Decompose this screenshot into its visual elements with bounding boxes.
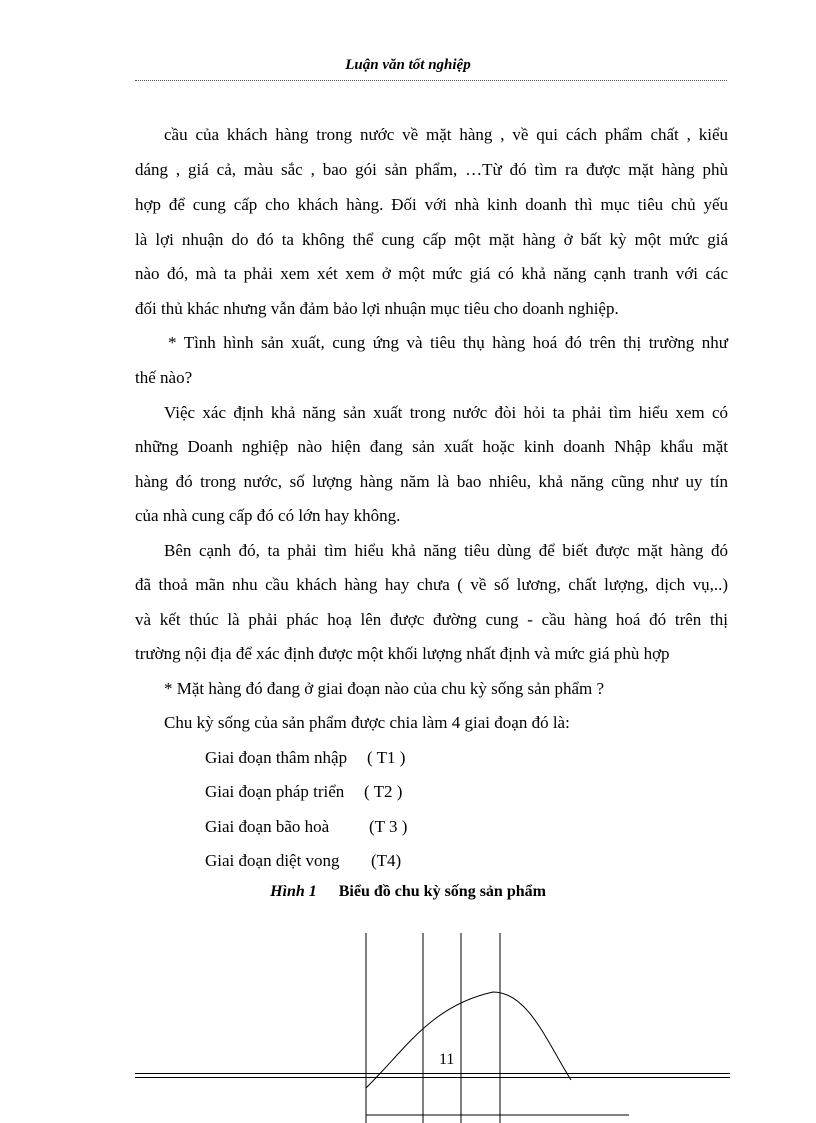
stage-code: (T 3 ): [369, 817, 408, 836]
text-line: nào đó, mà ta phải xem xét xem ở một mức giá có khả năng cạnh tranh với các: [135, 264, 728, 283]
running-header: Luận văn tốt nghiệp: [345, 57, 471, 73]
stage-name: Giai đoạn pháp triển: [205, 782, 345, 801]
text-line: trường nội địa để xác định được một khối lượng nhất định và mức giá phù hợp: [135, 644, 670, 663]
text-line: những Doanh nghiệp nào hiện đang sản xuất hoặc kinh doanh Nhập khẩu mặt: [135, 437, 728, 456]
text-line: hợp để cung cấp cho khách hàng. Đối với nhà kinh doanh thì mục tiêu chủ yếu: [135, 195, 728, 214]
text-line: đã thoả mãn nhu cầu khách hàng hay chưa ( về số lương, chất lượng, dịch vụ,..): [135, 575, 728, 594]
footer-rule-lower: [135, 1077, 730, 1078]
text-line: Việc xác định khả năng sản xuất trong nước đòi hỏi ta phải tìm hiểu xem có: [164, 403, 728, 422]
text-line: và kết thúc là phải phác hoạ lên được đường cung - cầu hàng hoá đó trên thị: [135, 610, 728, 629]
text-line: của nhà cung cấp đó có lớn hay không.: [135, 506, 401, 525]
figure-label: Hình 1: [270, 883, 317, 900]
stage-code: ( T2 ): [364, 782, 403, 801]
text-line: là lợi nhuận do đó ta không thể cung cấp một mặt hàng ở bất kỳ một mức giá: [135, 230, 728, 249]
text-line: đối thủ khác nhưng vẫn đảm bảo lợi nhuận mục tiêu cho doanh nghiệp.: [135, 299, 619, 318]
footer-rule-upper: [135, 1073, 730, 1074]
figure-title: Biểu đồ chu kỳ sống sản phẩm: [338, 883, 546, 900]
text-line: Chu kỳ sống của sản phẩm được chia làm 4 giai đoạn đó là:: [164, 713, 570, 732]
text-line: thế nào?: [135, 368, 193, 387]
page-number: 11: [439, 1051, 455, 1068]
text-line: dáng , giá cả, màu sắc , bao gói sản phẩm, …Từ đó tìm ra được mặt hàng phù: [135, 160, 728, 179]
text-line: hàng đó trong nước, số lượng hàng năm là bao nhiêu, khả năng cũng như uy tín: [135, 472, 728, 491]
text-line: cầu của khách hàng trong nước về mặt hàng , về qui cách phẩm chất , kiểu: [164, 125, 728, 144]
stage-code: ( T1 ): [367, 748, 406, 767]
stage-name: Giai đoạn diệt vong: [205, 851, 340, 870]
text-line: * Mặt hàng đó đang ở giai đoạn nào của chu kỳ sống sản phẩm ?: [164, 679, 605, 698]
stage-code: (T4): [371, 851, 402, 870]
text-line: * Tình hình sản xuất, cung ứng và tiêu thụ hàng hoá đó trên thị trường như: [168, 333, 728, 352]
stage-name: Giai đoạn thâm nhập: [205, 748, 348, 767]
text-line: Bên cạnh đó, ta phải tìm hiểu khả năng tiêu dùng để biết được mặt hàng đó: [164, 541, 728, 560]
stage-name: Giai đoạn bão hoà: [205, 817, 330, 836]
